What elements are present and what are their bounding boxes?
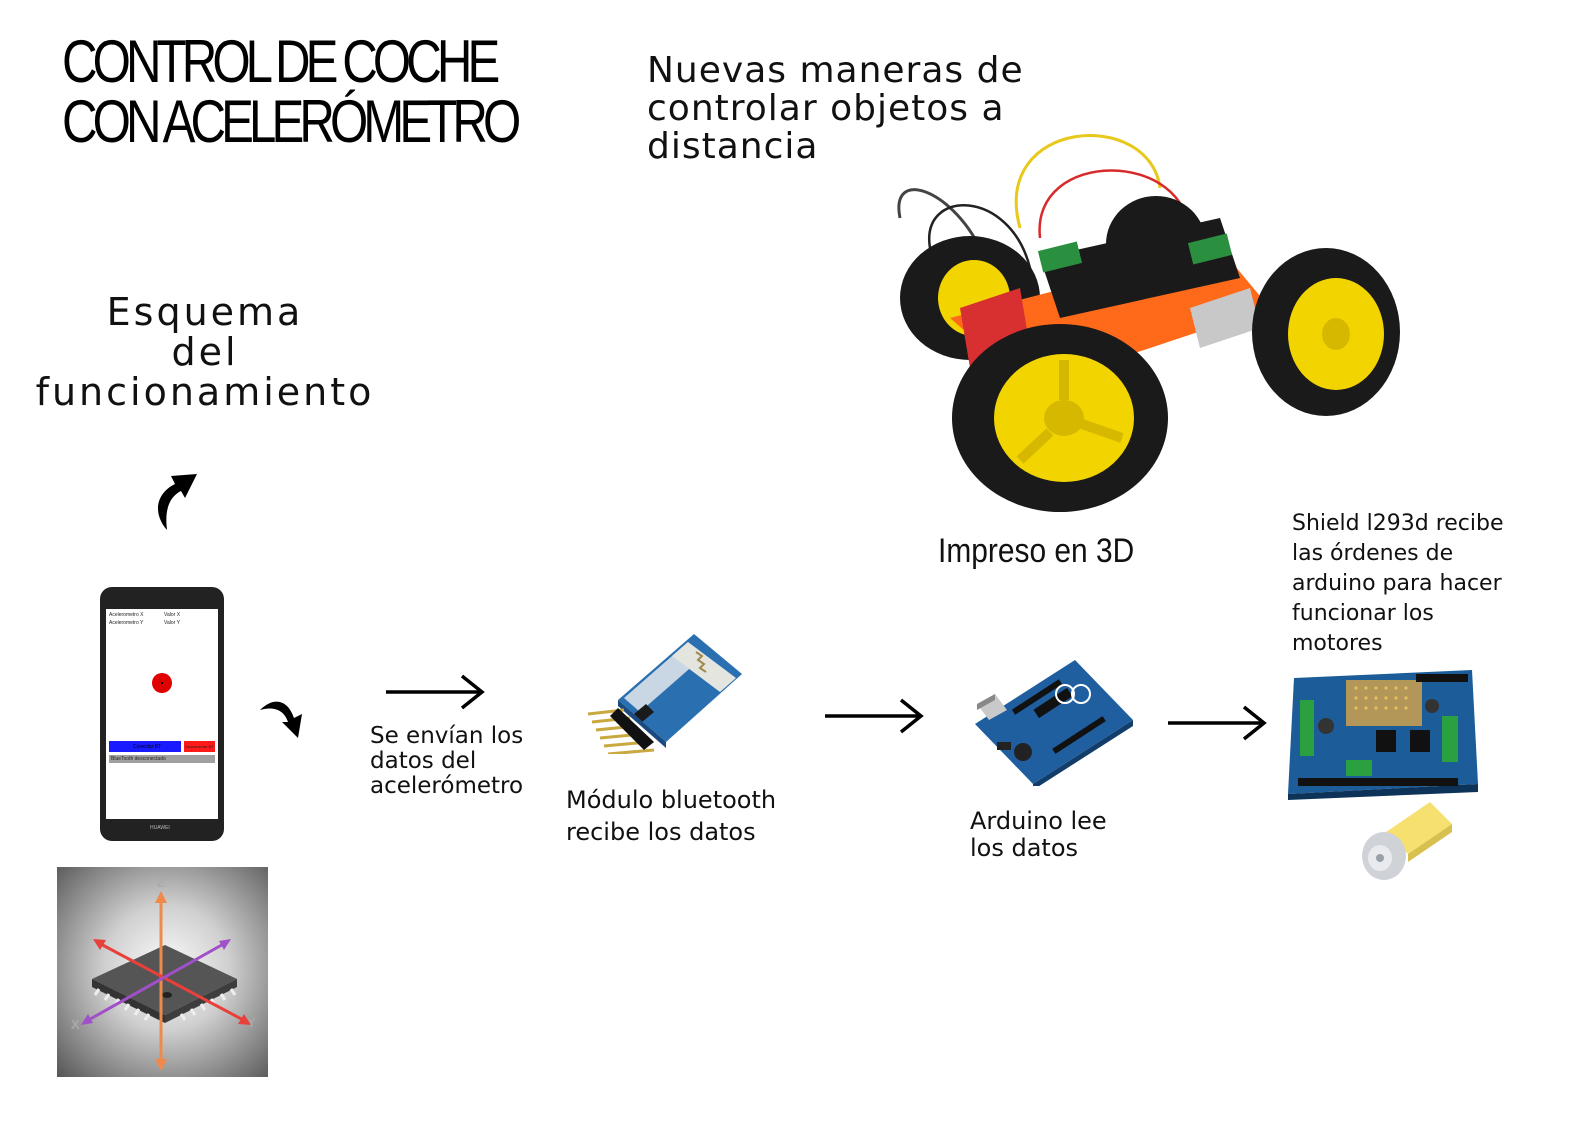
axis-z-label: Z [157,875,165,890]
phone-label-y: Acelerometro Y [109,620,144,626]
connect-bt-button[interactable]: Conectar BT [109,741,181,752]
arduino-label: Arduino lee los datos [970,807,1107,862]
title-line-1: CONTROL DE COCHE [62,28,496,95]
phone-value-x: Valor X [164,612,181,618]
curved-arrow-up-icon [145,466,205,532]
bluetooth-module-image [584,632,744,754]
tilt-dot [152,673,172,693]
arduino-board-image [973,654,1135,786]
phone-brand: HUAWEI [150,825,170,831]
phone-value-y: Valor Y [164,620,180,626]
subtitle-line-3: distancia [647,126,819,167]
bt-status-text: BlueTooth desconectado [111,756,166,762]
axis-x-label: X [71,1017,80,1032]
bluetooth-label: Módulo bluetooth recibe los datos [566,786,777,846]
arrow-right-icon [1166,704,1268,742]
robot-car-image [890,128,1402,514]
arrow-right-icon [384,673,486,711]
page-title [62,28,517,155]
phone-screen [106,609,218,819]
axis-y-label: Y [247,1015,256,1030]
subtitle-line-2: controlar objetos a [647,88,1005,129]
schema-line-2: del [171,330,239,374]
motor-shield-image [1286,666,1480,800]
shield-label: Shield l293d recibe las órdenes de arduino para hacer funcionar los motores [1292,511,1504,656]
schema-line-1: Esquema [106,290,304,334]
printed-3d-label: Impreso en 3D [938,532,1135,570]
title-line-2: CON ACELERÓMETRO [62,88,517,155]
disconnect-bt-button[interactable]: Desconectar BT [184,741,215,752]
schema-line-3: funcionamiento [35,370,375,414]
smartphone [100,587,224,841]
schema-heading [30,292,380,412]
dc-motor-image [1356,798,1454,884]
subtitle-line-1: Nuevas maneras de [647,50,1024,91]
arrow-right-icon [823,697,925,735]
curved-arrow-down-icon [258,696,308,740]
phone-label-x: Acelerometro X [109,612,144,618]
bt-status-bar [109,755,215,763]
send-data-label: Se envían los datos del acelerómetro [370,723,524,799]
accelerometer-chip-image [57,867,268,1077]
